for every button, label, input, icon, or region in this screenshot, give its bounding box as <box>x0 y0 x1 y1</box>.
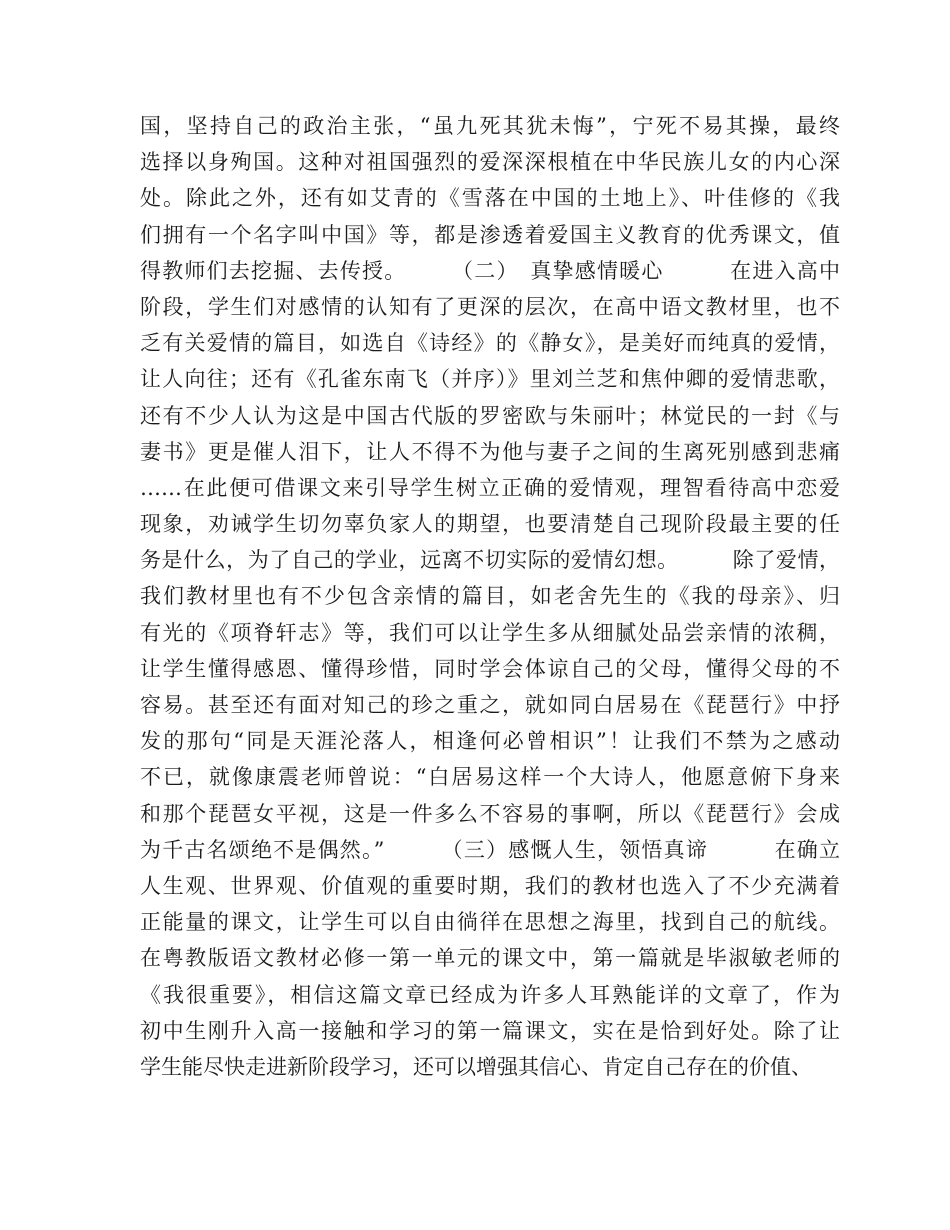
text-line: 为千古名颂绝不是偶然。” （三）感慨人生，领悟真谛 在确立 <box>140 837 840 862</box>
text-line: 有光的《项脊轩志》等，我们可以让学生多从细腻处品尝亲情的浓稠， <box>140 620 840 645</box>
text-line: 人生观、世界观、价值观的重要时期，我们的教材也选入了不少充满着 <box>140 873 840 898</box>
text-line: 初中生刚升入高一接触和学习的第一篇课文，实在是恰到好处。除了让 <box>140 1018 840 1043</box>
text-line: 处。除此之外，还有如艾青的《雪落在中国的土地上》、叶佳修的《我 <box>140 186 840 211</box>
text-line: 阶段，学生们对感情的认知有了更深的层次，在高中语文教材里，也不 <box>140 294 840 319</box>
text-line: 《我很重要》，相信这篇文章已经成为许多人耳熟能详的文章了，作为 <box>140 982 840 1007</box>
text-line: 现象，劝诫学生切勿辜负家人的期望，也要清楚自己现阶段最主要的任 <box>140 512 840 537</box>
text-line: 选择以身殉国。这种对祖国强烈的爱深深根植在中华民族儿女的内心深 <box>140 150 840 175</box>
text-line: 还有不少人认为这是中国古代版的罗密欧与朱丽叶；林觉民的一封《与 <box>140 403 840 428</box>
text-line: 和那个琵琶女平视，这是一件多么不容易的事啊，所以《琵琶行》会成 <box>140 801 840 826</box>
text-line: 让人向往；还有《孔雀东南飞（并序）》里刘兰芝和焦仲卿的爱情悲歌， <box>140 367 840 392</box>
text-line: 乏有关爱情的篇目，如选自《诗经》的《静女》，是美好而纯真的爱情， <box>140 331 840 356</box>
text-line: 不已，就像康震老师曾说：“白居易这样一个大诗人，他愿意俯下身来 <box>140 765 840 790</box>
text-line: 我们教材里也有不少包含亲情的篇目，如老舍先生的《我的母亲》、归 <box>140 584 840 609</box>
text-line: 正能量的课文，让学生可以自由徜徉在思想之海里，找到自己的航线。 <box>140 910 840 935</box>
text-line: 发的那句“同是天涯沦落人，相逢何必曾相识”！让我们不禁为之感动 <box>140 729 840 754</box>
text-line: 得教师们去挖掘、去传授。 （二） 真挚感情暖心 在进入高中 <box>140 258 840 283</box>
text-line: 国，坚持自己的政治主张，“虽九死其犹未悔”，宁死不易其操，最终 <box>140 114 840 138</box>
text-line: 容易。甚至还有面对知己的珍之重之，就如同白居易在《琵琶行》中抒 <box>140 693 840 717</box>
text-line: 妻书》更是催人泪下，让人不得不为他与妻子之间的生离死别感到悲痛 <box>140 439 840 464</box>
text-line: 学生能尽快走进新阶段学习，还可以增强其信心、肯定自己存在的价值、 <box>140 1054 812 1079</box>
text-line: ……在此便可借课文来引导学生树立正确的爱情观，理智看待高中恋爱 <box>140 475 840 500</box>
text-line: 务是什么，为了自己的学业，远离不切实际的爱情幻想。 除了爱情， <box>140 548 840 573</box>
text-line: 让学生懂得感恩、懂得珍惜，同时学会体谅自己的父母，懂得父母的不 <box>140 656 840 681</box>
text-line: 们拥有一个名字叫中国》等，都是渗透着爱国主义教育的优秀课文，值 <box>140 222 840 247</box>
body-text <box>140 108 840 1085</box>
text-line: 在粤教版语文教材必修一第一单元的课文中，第一篇就是毕淑敏老师的 <box>140 946 840 971</box>
